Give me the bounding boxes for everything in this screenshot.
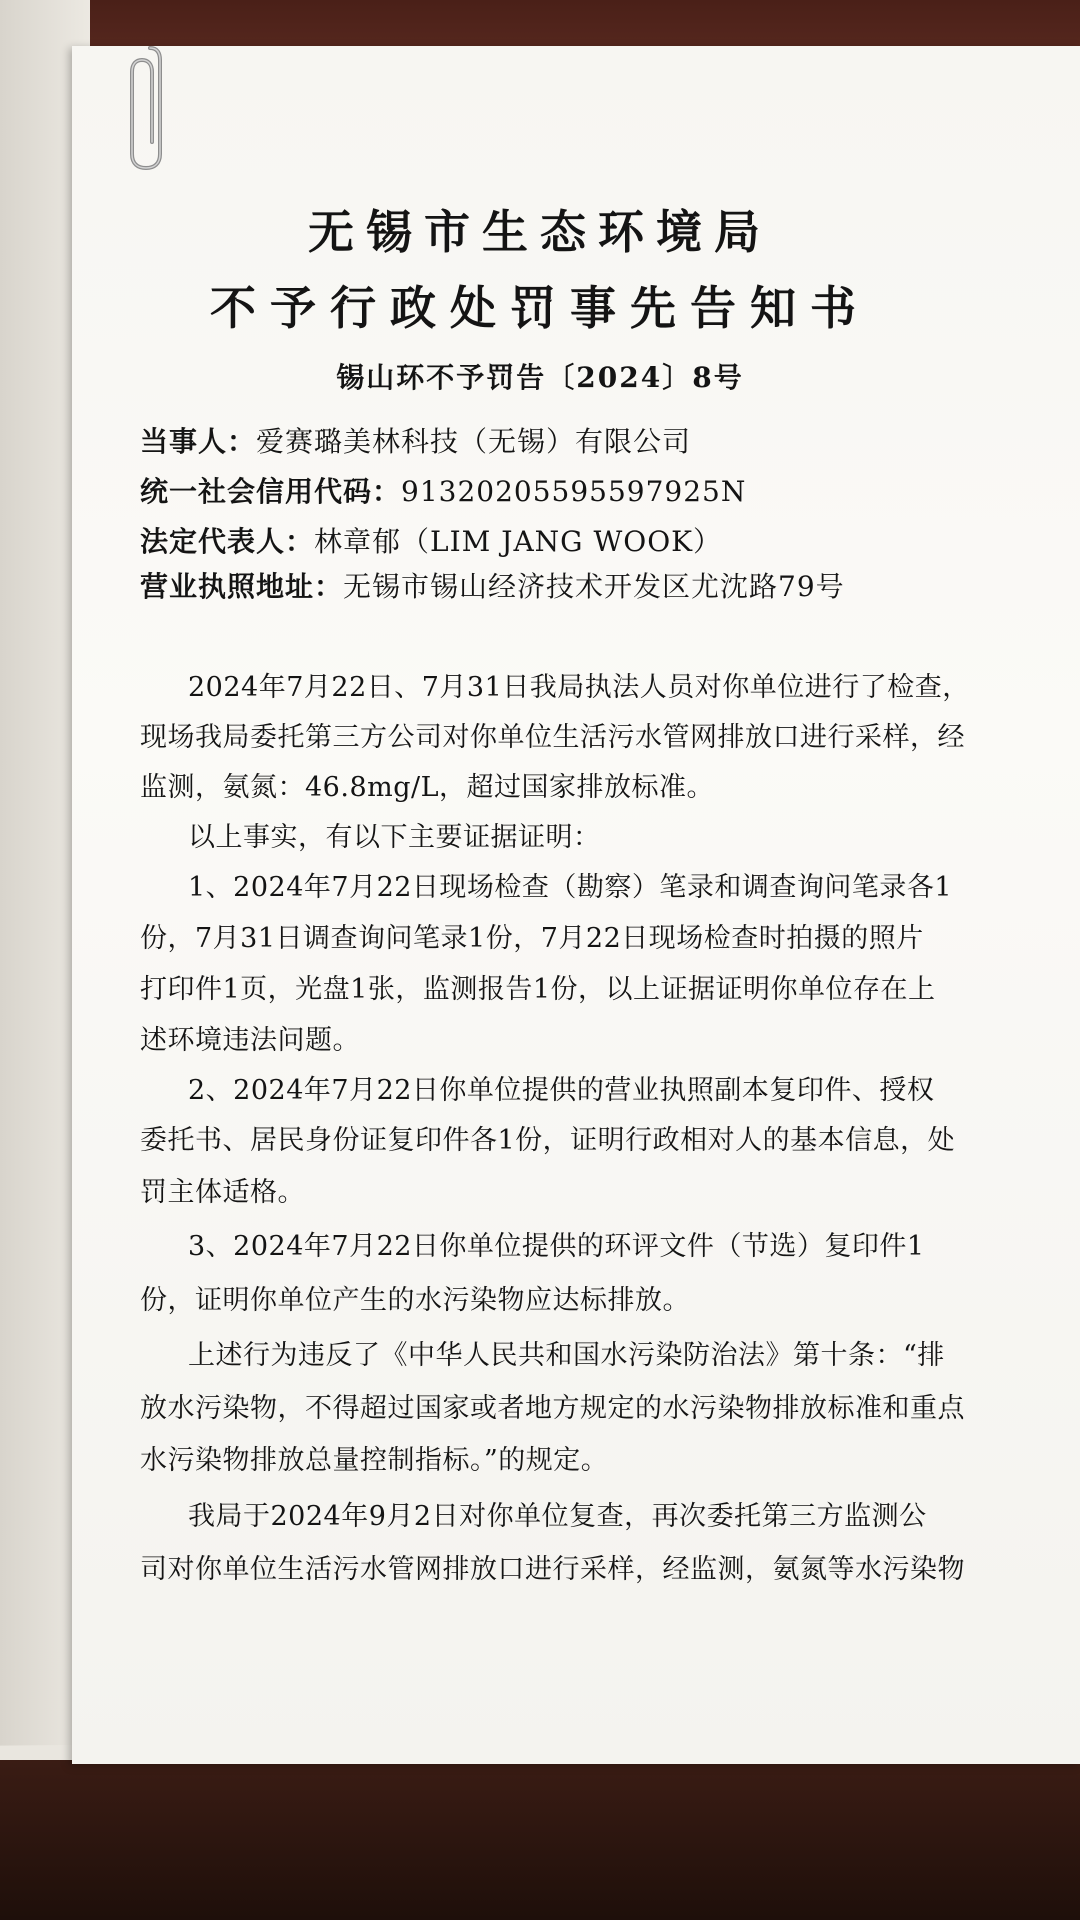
business-address-value: 无锡市锡山经济技术开发区尤沈路79号 [343,570,845,603]
body-line: 委托书、居民身份证复印件各1份，证明行政相对人的基本信息，处 [140,1125,956,1156]
legal-rep-value: 林章郁（LIM JANG WOOK） [314,525,723,558]
body-line: 2024年7月22日、7月31日我局执法人员对你单位进行了检查， [188,672,970,703]
body-line: 水污染物排放总量控制指标。”的规定。 [140,1445,609,1476]
legal-rep-label: 法定代表人： [140,525,315,558]
body-line: 以上事实，有以下主要证据证明： [188,822,601,853]
paperclip-icon [120,42,166,172]
business-address-row [140,565,845,605]
party-name-row [140,420,691,460]
credit-code-row [140,470,746,510]
credit-code-value: 91320205595597925N [401,475,747,508]
body-line: 我局于2024年9月2日对你单位复查，再次委托第三方监测公 [188,1501,927,1532]
body-line: 打印件1页，光盘1张，监测报告1份，以上证据证明你单位存在上 [140,974,936,1005]
body-line: 司对你单位生活污水管网排放口进行采样，经监测，氨氮等水污染物 [140,1554,965,1585]
body-line: 份，证明你单位产生的水污染物应达标排放。 [140,1285,690,1316]
party-name-label: 当事人： [140,425,257,458]
body-line: 上述行为违反了《中华人民共和国水污染防治法》第十条：“排 [188,1340,945,1371]
party-name-value: 爱赛璐美林科技（无锡）有限公司 [256,425,692,458]
credit-code-label: 统一社会信用代码： [140,475,402,508]
legal-rep-row [140,520,722,560]
body-line: 份，7月31日调查询问笔录1份，7月22日现场检查时拍摄的照片 [140,923,924,954]
body-line: 2、2024年7月22日你单位提供的营业执照副本复印件、授权 [188,1075,935,1106]
body-line: 监测，氨氮：46.8mg/L，超过国家排放标准。 [140,772,715,803]
body-line: 罚主体适格。 [140,1177,305,1208]
document-title-line2: 不予行政处罚事先告知书 [210,281,870,335]
body-line: 3、2024年7月22日你单位提供的环评文件（节选）复印件1 [188,1231,925,1262]
document-title-line1: 无锡市生态环境局 [308,205,772,259]
body-line: 放水污染物，不得超过国家或者地方规定的水污染物排放标准和重点 [140,1393,965,1424]
business-address-label: 营业执照地址： [140,570,344,603]
document-number: 锡山环不予罚告〔2024〕8号 [336,361,744,394]
body-line: 1、2024年7月22日现场检查（勘察）笔录和调查询问笔录各1 [188,872,953,903]
desk-background-bottom [0,1760,1080,1920]
body-line: 述环境违法问题。 [140,1025,360,1056]
body-line: 现场我局委托第三方公司对你单位生活污水管网排放口进行采样，经 [140,722,965,753]
